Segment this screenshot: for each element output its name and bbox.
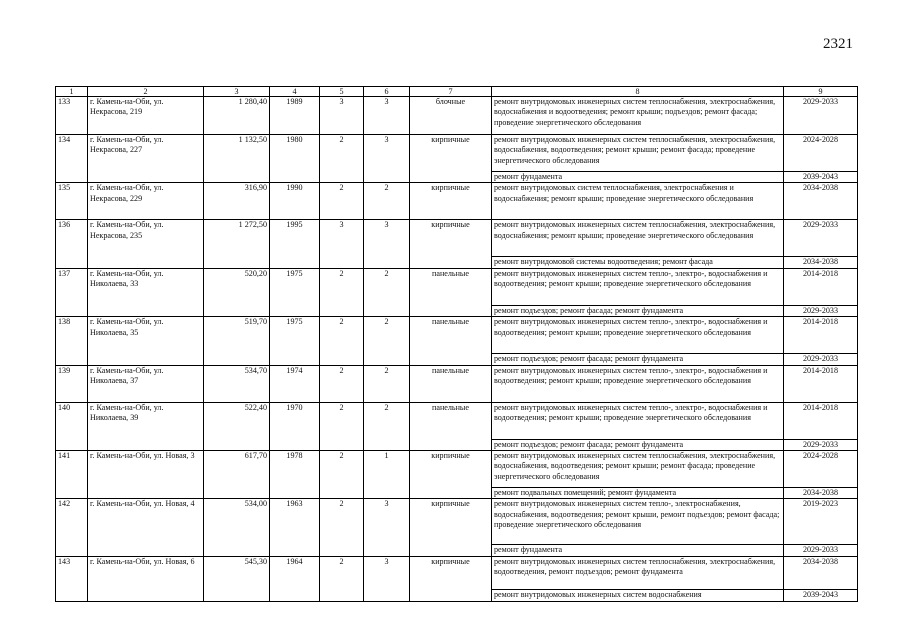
floors-cell: 2 bbox=[320, 499, 364, 556]
works-cell: ремонт внутридомовых инженерных систем тепло-, электроснабжения, водоснабжения, водоотведения; ремонт крыши, ремонт подъездов; ремонт фасада; проведение энергетического обследования bbox=[492, 499, 784, 545]
floors-cell: 2 bbox=[320, 268, 364, 316]
row-number: 143 bbox=[56, 556, 88, 601]
col-header: 6 bbox=[364, 87, 410, 97]
table-row bbox=[56, 365, 858, 402]
material-cell: кирпичные bbox=[410, 135, 492, 183]
area-cell: 617,70 bbox=[204, 451, 270, 499]
address-cell: г. Камень-на-Оби, ул. Новая, 6 bbox=[88, 556, 204, 601]
floors-cell: 2 bbox=[320, 556, 364, 601]
year-cell: 1990 bbox=[270, 183, 320, 220]
works-cell: ремонт внутридомовых инженерных систем тепло-, электро-, водоснабжения и водоотведения; ремонт крыши; проведение энергетического обследования bbox=[492, 317, 784, 354]
year-cell: 1989 bbox=[270, 97, 320, 135]
row-number: 135 bbox=[56, 183, 88, 220]
period-cell: 2029-2033 bbox=[784, 220, 858, 257]
works-cell: ремонт внутридомовых инженерных систем теплоснабжения, электроснабжения, водоснабжения; ремонт крыши; проведение энергетического обследования bbox=[492, 220, 784, 257]
entrances-cell: 3 bbox=[364, 499, 410, 556]
address-cell: г. Камень-на-Оби, ул. Николаева, 35 bbox=[88, 317, 204, 365]
address-cell: г. Камень-на-Оби, ул. Новая, 4 bbox=[88, 499, 204, 556]
floors-cell: 2 bbox=[320, 402, 364, 450]
year-cell: 1970 bbox=[270, 402, 320, 450]
row-number: 140 bbox=[56, 402, 88, 450]
address-cell: г. Камень-на-Оби, ул. Новая, 3 bbox=[88, 451, 204, 499]
works-cell: ремонт внутридомовых инженерных систем водоснабжения bbox=[492, 589, 784, 601]
works-cell: ремонт подъездов; ремонт фасада; ремонт фундамента bbox=[492, 354, 784, 365]
period-cell: 2029-2033 bbox=[784, 305, 858, 316]
period-cell: 2034-2038 bbox=[784, 488, 858, 499]
area-cell: 519,70 bbox=[204, 317, 270, 365]
period-cell: 2014-2018 bbox=[784, 402, 858, 439]
works-cell: ремонт внутридомовых инженерных систем тепло-, электро-, водоснабжения и водоотведения; ремонт крыши; проведение энергетического обследования bbox=[492, 365, 784, 402]
address-cell: г. Камень-на-Оби, ул. Николаева, 39 bbox=[88, 402, 204, 450]
table-row bbox=[56, 499, 858, 545]
floors-cell: 2 bbox=[320, 135, 364, 183]
col-header: 9 bbox=[784, 87, 858, 97]
table-row bbox=[56, 451, 858, 488]
row-number: 137 bbox=[56, 268, 88, 316]
table-row bbox=[56, 402, 858, 439]
table-row bbox=[56, 220, 858, 257]
col-header: 7 bbox=[410, 87, 492, 97]
period-cell: 2039-2043 bbox=[784, 172, 858, 183]
row-number: 138 bbox=[56, 317, 88, 365]
table-header-row bbox=[56, 87, 858, 97]
year-cell: 1963 bbox=[270, 499, 320, 556]
floors-cell: 2 bbox=[320, 183, 364, 220]
area-cell: 1 280,40 bbox=[204, 97, 270, 135]
address-cell: г. Камень-на-Оби, ул. Некрасова, 227 bbox=[88, 135, 204, 183]
material-cell: панельные bbox=[410, 317, 492, 365]
address-cell: г. Камень-на-Оби, ул. Некрасова, 229 bbox=[88, 183, 204, 220]
works-cell: ремонт подвальных помещений; ремонт фундамента bbox=[492, 488, 784, 499]
year-cell: 1978 bbox=[270, 451, 320, 499]
entrances-cell: 3 bbox=[364, 97, 410, 135]
year-cell: 1995 bbox=[270, 220, 320, 268]
col-header: 3 bbox=[204, 87, 270, 97]
address-cell: г. Камень-на-Оби, ул. Некрасова, 219 bbox=[88, 97, 204, 135]
table-row bbox=[56, 135, 858, 172]
period-cell: 2034-2038 bbox=[784, 183, 858, 220]
entrances-cell: 3 bbox=[364, 556, 410, 601]
floors-cell: 3 bbox=[320, 97, 364, 135]
period-cell: 2029-2033 bbox=[784, 439, 858, 450]
material-cell: кирпичные bbox=[410, 451, 492, 499]
period-cell: 2019-2023 bbox=[784, 499, 858, 545]
area-cell: 534,00 bbox=[204, 499, 270, 556]
works-cell: ремонт внутридомовых инженерных систем теплоснабжения, электроснабжения, водоснабжения и водоотведения; ремонт крыши; подъездов; ремонт фасада; проведение энергетического обследования bbox=[492, 97, 784, 135]
floors-cell: 2 bbox=[320, 451, 364, 499]
row-number: 141 bbox=[56, 451, 88, 499]
material-cell: панельные bbox=[410, 365, 492, 402]
material-cell: кирпичные bbox=[410, 499, 492, 556]
col-header: 5 bbox=[320, 87, 364, 97]
works-cell: ремонт внутридомовой системы водоотведения; ремонт фасада bbox=[492, 257, 784, 268]
material-cell: панельные bbox=[410, 268, 492, 316]
period-cell: 2029-2033 bbox=[784, 354, 858, 365]
address-cell: г. Камень-на-Оби, ул. Николаева, 37 bbox=[88, 365, 204, 402]
floors-cell: 2 bbox=[320, 317, 364, 365]
area-cell: 534,70 bbox=[204, 365, 270, 402]
table-row bbox=[56, 97, 858, 135]
period-cell: 2014-2018 bbox=[784, 317, 858, 354]
works-cell: ремонт внутридомовых инженерных систем теплоснабжения, электроснабжения, водоснабжения, водоотведения; ремонт крыши; ремонт фасада; проведение энергетического обследования bbox=[492, 451, 784, 488]
table-body bbox=[56, 97, 858, 602]
works-cell: ремонт подъездов; ремонт фасада; ремонт фундамента bbox=[492, 439, 784, 450]
entrances-cell: 2 bbox=[364, 268, 410, 316]
entrances-cell: 1 bbox=[364, 451, 410, 499]
floors-cell: 2 bbox=[320, 365, 364, 402]
material-cell: блочные bbox=[410, 97, 492, 135]
entrances-cell: 2 bbox=[364, 183, 410, 220]
works-cell: ремонт внутридомовых систем теплоснабжения, электроснабжения и водоснабжения; ремонт крыши; проведение энергетического обследования bbox=[492, 183, 784, 220]
area-cell: 520,20 bbox=[204, 268, 270, 316]
material-cell: кирпичные bbox=[410, 556, 492, 601]
entrances-cell: 3 bbox=[364, 135, 410, 183]
area-cell: 1 132,50 bbox=[204, 135, 270, 183]
works-cell: ремонт подъездов; ремонт фасада; ремонт фундамента bbox=[492, 305, 784, 316]
year-cell: 1975 bbox=[270, 268, 320, 316]
works-cell: ремонт фундамента bbox=[492, 545, 784, 556]
row-number: 133 bbox=[56, 97, 88, 135]
works-cell: ремонт внутридомовых инженерных систем теплоснабжения, электроснабжения, водоотведения, ремонт подъездов; ремонт фундамента bbox=[492, 556, 784, 589]
entrances-cell: 2 bbox=[364, 402, 410, 450]
page-number: 2321 bbox=[823, 36, 853, 52]
area-cell: 316,90 bbox=[204, 183, 270, 220]
row-number: 136 bbox=[56, 220, 88, 268]
floors-cell: 3 bbox=[320, 220, 364, 268]
col-header: 8 bbox=[492, 87, 784, 97]
area-cell: 545,30 bbox=[204, 556, 270, 601]
area-cell: 1 272,50 bbox=[204, 220, 270, 268]
period-cell: 2034-2038 bbox=[784, 556, 858, 589]
period-cell: 2024-2028 bbox=[784, 451, 858, 488]
table-row bbox=[56, 556, 858, 589]
address-cell: г. Камень-на-Оби, ул. Некрасова, 235 bbox=[88, 220, 204, 268]
year-cell: 1964 bbox=[270, 556, 320, 601]
works-cell: ремонт внутридомовых инженерных систем тепло-, электро-, водоснабжения и водоотведения; ремонт крыши; проведение энергетического обследования bbox=[492, 268, 784, 305]
material-cell: кирпичные bbox=[410, 183, 492, 220]
area-cell: 522,40 bbox=[204, 402, 270, 450]
register-table bbox=[55, 86, 858, 602]
row-number: 139 bbox=[56, 365, 88, 402]
col-header: 1 bbox=[56, 87, 88, 97]
period-cell: 2024-2028 bbox=[784, 135, 858, 172]
entrances-cell: 3 bbox=[364, 220, 410, 268]
row-number: 134 bbox=[56, 135, 88, 183]
period-cell: 2029-2033 bbox=[784, 545, 858, 556]
year-cell: 1975 bbox=[270, 317, 320, 365]
material-cell: панельные bbox=[410, 402, 492, 450]
table-row bbox=[56, 183, 858, 220]
period-cell: 2014-2018 bbox=[784, 268, 858, 305]
year-cell: 1980 bbox=[270, 135, 320, 183]
entrances-cell: 2 bbox=[364, 317, 410, 365]
col-header: 2 bbox=[88, 87, 204, 97]
entrances-cell: 2 bbox=[364, 365, 410, 402]
period-cell: 2029-2033 bbox=[784, 97, 858, 135]
works-cell: ремонт внутридомовых инженерных систем теплоснабжения, электроснабжения, водоснабжения, водоотведения; ремонт крыши; ремонт фасада; проведение энергетического обследования bbox=[492, 135, 784, 172]
table-row bbox=[56, 268, 858, 305]
works-cell: ремонт внутридомовых инженерных систем тепло-, электро-, водоснабжения и водоотведения; ремонт крыши; проведение энергетического обследования bbox=[492, 402, 784, 439]
period-cell: 2014-2018 bbox=[784, 365, 858, 402]
period-cell: 2034-2038 bbox=[784, 257, 858, 268]
works-cell: ремонт фундамента bbox=[492, 172, 784, 183]
table-row bbox=[56, 317, 858, 354]
period-cell: 2039-2043 bbox=[784, 589, 858, 601]
row-number: 142 bbox=[56, 499, 88, 556]
material-cell: кирпичные bbox=[410, 220, 492, 268]
address-cell: г. Камень-на-Оби, ул. Николаева, 33 bbox=[88, 268, 204, 316]
col-header: 4 bbox=[270, 87, 320, 97]
year-cell: 1974 bbox=[270, 365, 320, 402]
